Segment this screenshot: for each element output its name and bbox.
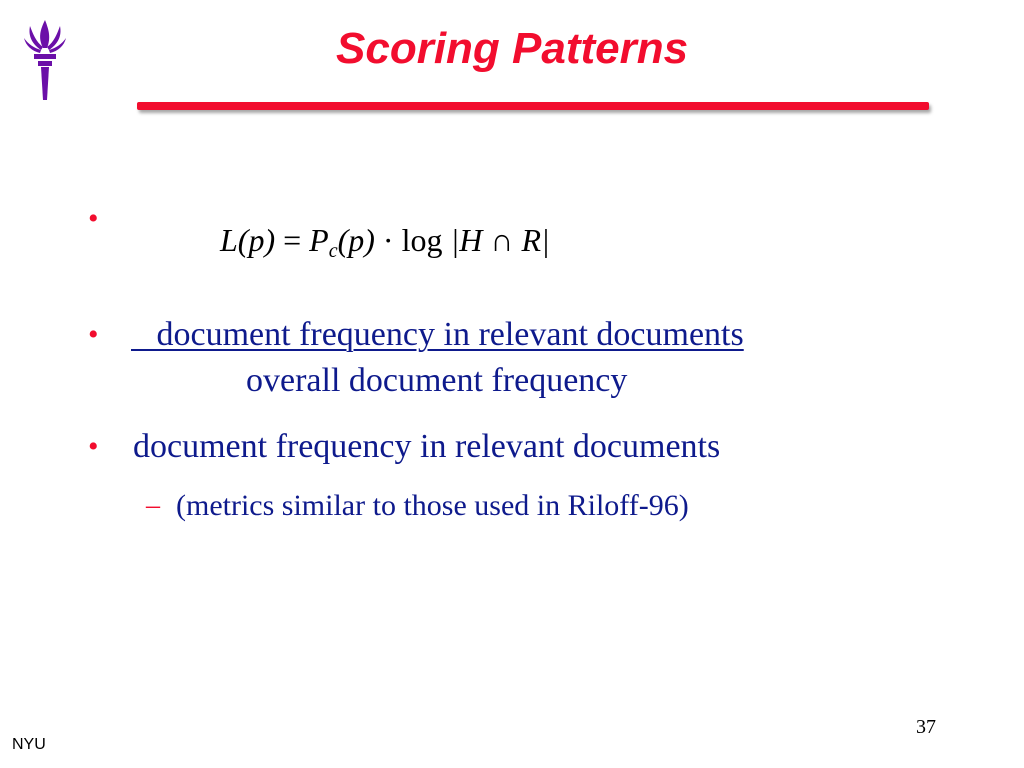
bullet-2-dot: • <box>88 318 99 351</box>
formula-dot: · <box>382 222 394 258</box>
formula-equals: = <box>283 222 302 258</box>
sub-bullet-text: (metrics similar to those used in Riloff-96) <box>176 489 689 522</box>
page-number: 37 <box>916 716 936 738</box>
formula-abs: |H ∩ R| <box>450 222 550 258</box>
bullet-3-text: document frequency in relevant documents <box>133 428 721 465</box>
title-underline-rule <box>137 102 929 110</box>
ratio-denominator: overall document frequency <box>246 362 628 399</box>
formula-log: log <box>401 222 443 258</box>
ratio-numerator-text: document frequency in relevant documents <box>131 316 744 353</box>
ratio-numerator <box>131 316 744 353</box>
slide-title: Scoring Patterns <box>336 24 689 73</box>
formula-p: P <box>309 222 329 258</box>
sub-bullet-dash: – <box>146 490 160 521</box>
formula-lhs: L(p) <box>220 222 276 258</box>
formula-p-arg: (p) <box>337 222 375 258</box>
footer-label: NYU <box>12 736 46 753</box>
formula-subscript-c: c <box>328 240 338 262</box>
bullet-1-dot: • <box>88 202 99 235</box>
nyu-torch-logo <box>22 16 68 102</box>
likelihood-formula <box>220 222 550 263</box>
bullet-3-dot: • <box>88 430 99 463</box>
